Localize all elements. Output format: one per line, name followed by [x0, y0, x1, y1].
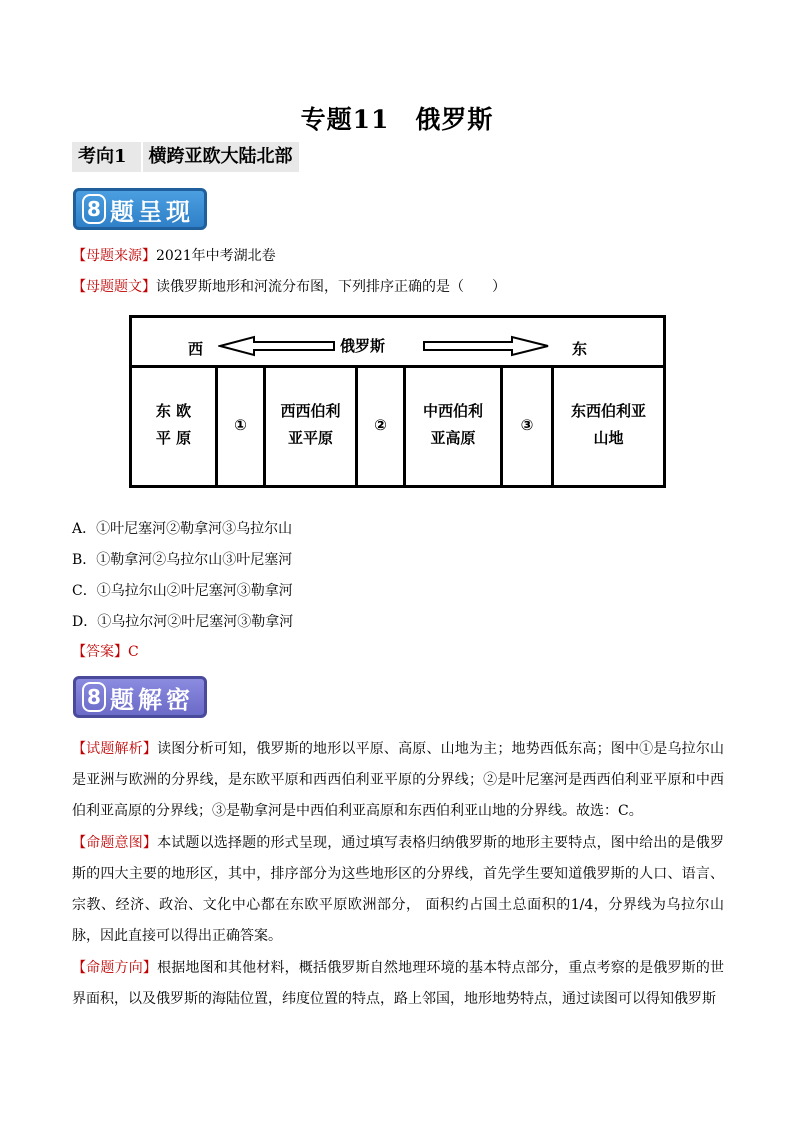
- arrow-left-icon: [218, 335, 336, 357]
- russia-terrain-table: [129, 315, 666, 488]
- section-divider: [141, 142, 143, 172]
- question-label: 【母题题文】: [72, 279, 156, 295]
- section-heading: [72, 142, 299, 172]
- page-title: 专题11 俄罗斯: [300, 105, 494, 134]
- direction-label: 【命题方向】: [72, 960, 158, 976]
- cell-blank-3: ③: [503, 365, 554, 485]
- analysis-label: 【试题解析】: [72, 741, 158, 757]
- answer-text: C: [128, 644, 139, 660]
- answer-line: [72, 642, 139, 662]
- cell-central-siberian-plateau: 中西伯利 亚高原: [406, 365, 503, 485]
- badge-question-show: [73, 188, 207, 230]
- badge-text: 题呈现: [110, 197, 194, 226]
- option-d[interactable]: D．①乌拉尔河②叶尼塞河③勒拿河: [72, 614, 294, 630]
- source-text: 2021年中考湖北卷: [156, 248, 276, 264]
- badge-text: 题解密: [110, 685, 194, 714]
- table-header: [132, 318, 663, 368]
- option-c[interactable]: C．①乌拉尔山②叶尼塞河③勒拿河: [72, 583, 293, 599]
- russia-label: 俄罗斯: [340, 337, 386, 355]
- answer-label: 【答案】: [72, 644, 128, 660]
- west-label: 西: [188, 340, 204, 358]
- badge-icon: 8: [82, 194, 106, 224]
- analysis-text: 读图分析可知，俄罗斯的地形以平原、高原、山地为主；地势西低东高；图中①是乌拉尔山是亚洲与欧洲的分界线，是东欧平原和西西伯利亚平原的分界线；②是叶尼塞河是西西伯利亚平原和中西伯利亚高原的分界线；③是勒拿河是中西伯利亚高原和东西伯利亚山地的分界线。故选：C。: [72, 741, 725, 819]
- source-label: 【母题来源】: [72, 248, 156, 264]
- direction-text: 根据地图和其他材料，概括俄罗斯自然地理环境的基本特点部分，重点考察的是俄罗斯的世界面积，以及俄罗斯的海陆位置，纬度位置的特点，路上邻国，地形地势特点，通过读图可以得知俄罗斯: [72, 960, 725, 1007]
- option-b[interactable]: B．①勒拿河②乌拉尔山③叶尼塞河: [72, 552, 293, 568]
- question-text: 读俄罗斯地形和河流分布图，下列排序正确的是（ ）: [156, 279, 506, 295]
- cell-west-siberian-plain: 西西伯利 亚平原: [266, 365, 358, 485]
- section-number: 考向1: [78, 146, 127, 167]
- cell-east-siberian-mountains: 东西伯利亚 山地: [570, 402, 646, 447]
- question-line: [72, 277, 506, 297]
- direction-paragraph: [72, 953, 724, 1015]
- cell-east-european-plain: 东 欧 平 原: [132, 365, 218, 485]
- analysis-paragraph: [72, 734, 724, 827]
- option-a[interactable]: A．①叶尼塞河②勒拿河③乌拉尔山: [72, 521, 293, 537]
- intent-text: 本试题以选择题的形式呈现，通过填写表格归纳俄罗斯的地形主要特点，图中给出的是俄罗斯的四大主要的地形区，其中，排序部分为这些地形区的分界线，首先学生要知道俄罗斯的人口、语言、宗教、经济、政治、文化中心都在东欧平原欧洲部分， 面积约占国土总面积的1/4，分界线为乌拉尔山脉，因此直接可以得出正确答案。: [72, 835, 725, 944]
- cell-blank-1: ①: [218, 365, 266, 485]
- east-label: 东: [572, 340, 588, 358]
- source-line: [72, 246, 276, 266]
- arrow-right-icon: [422, 335, 550, 357]
- intent-paragraph: [72, 828, 724, 952]
- intent-label: 【命题意图】: [72, 835, 158, 851]
- section-title: 横跨亚欧大陆北部: [148, 146, 293, 167]
- badge-question-explain: [73, 676, 207, 718]
- badge-icon: 8: [82, 682, 106, 712]
- cell-blank-2: ②: [358, 365, 406, 485]
